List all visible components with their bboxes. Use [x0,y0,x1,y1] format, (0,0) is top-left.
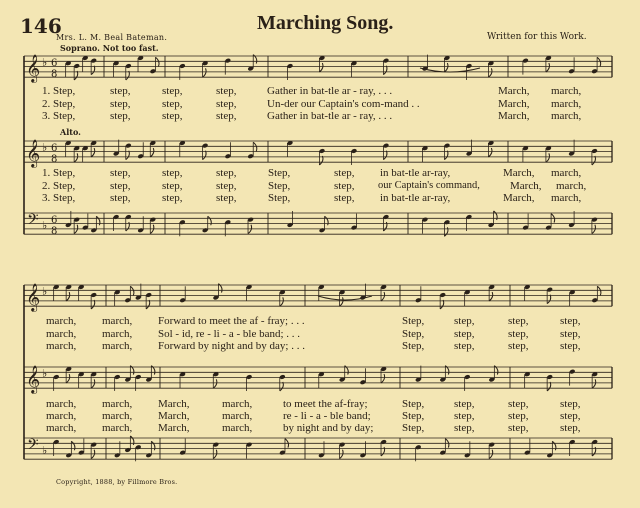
note-flag [155,57,159,66]
treble-clef-icon: 𝄞 [26,54,41,82]
note-flag [66,374,70,383]
time-signature-top: 6 [51,215,58,226]
note-flag [440,300,444,309]
composer-credit: Mrs. L. M. Beal Bateman. [56,33,168,42]
slur-mark [420,68,480,72]
treble-clef-icon: 𝄞 [26,365,41,393]
note-flag [592,379,596,388]
treble-clef-icon: 𝄞 [26,283,41,311]
flat-sign-icon: ♭ [42,219,48,232]
note-flag [74,153,78,162]
note-flag [381,292,385,301]
note-flag [319,63,323,72]
note-flag [597,57,601,66]
flat-sign-icon: ♭ [42,367,48,380]
note-flag [280,382,284,391]
note-flag [489,292,493,301]
note-flag [444,63,448,72]
note-flag [547,382,551,391]
note-flag [203,68,207,77]
note-flag [91,300,95,309]
alto-label: Alto. [60,127,81,137]
hymn-page: 146 Marching Song. Mrs. L. M. Beal Bateman. Written for this Work. Soprano. Not too fast. Alto. Copyright, 1888, by Fillmore Bros. 1. Step, step, step, step, Gather in bat-tle ar - ray, . . . March, march, 2. Step, step, step, step, Un-der our Captain's com-mand . . March, march, 3. Step, step, step, step, Gather in bat-tle ar - ray, . . . March, march, 1. Step, step, step, step, Step, step, in bat-tle ar-ray, March, march, 2. Step, step, step, step, Step, step, our Captain's command, March, march, 3. Step, step, step, step, Step, step, in bat-tle ar-ray, March, march, march, march, Forward to meet the af - fray; . . . Step, step, step, step, march, march, Sol - id, re - li - a - ble band; . . . Step, step, step, step, march, march, Forward by night and by day; . . . Step, step, step, step, march, march, March, march, to meet the af-fray; Step, step, step, step, march, march, March, march, re - li - a - ble band; Step, step, step, step, march, march, March, march, by night and by day; Step, step, step, step, 𝄞 ♭ 6 8 𝄞 ♭ 6 8 𝄢 ♭ 6 8 𝄞 ♭ 𝄞 ♭ 𝄢 ♭ [0,0,640,508]
treble-clef-icon: 𝄞 [26,139,41,167]
note-flag [340,297,344,306]
time-signature-bottom: 8 [51,154,58,165]
time-signature-bottom: 8 [51,226,58,237]
note-flag [319,156,323,165]
soprano-label: Soprano. Not too fast. [60,43,159,53]
copyright-notice: Copyright, 1888, by Fillmore Bros. [56,478,178,486]
song-title: Marching Song. [257,12,394,34]
note-flag [488,68,492,77]
note-flag [592,156,596,165]
page-number: 146 [20,14,62,38]
flat-sign-icon: ♭ [42,285,48,298]
flat-sign-icon: ♭ [42,444,48,457]
time-signature-top: 6 [51,58,58,69]
time-signature-top: 6 [51,143,58,154]
note-flag [91,148,95,157]
bass-clef-icon: 𝄢 [27,211,39,232]
note-flag [546,63,550,72]
flat-sign-icon: ♭ [42,56,48,69]
note-flag [91,379,95,388]
note-flag [597,286,601,295]
note-flag [66,292,70,301]
note-flag [546,153,550,162]
note-flag [280,297,284,306]
note-flag [253,142,257,151]
note-flag [146,300,150,309]
note-flag [130,286,134,295]
flat-sign-icon: ♭ [42,141,48,154]
bass-clef-icon: 𝄢 [27,436,39,457]
note-flag [381,374,385,383]
note-flag [213,379,217,388]
time-signature-bottom: 8 [51,69,58,80]
written-note: Written for this Work. [487,32,587,42]
note-flag [150,148,154,157]
note-flag [488,148,492,157]
